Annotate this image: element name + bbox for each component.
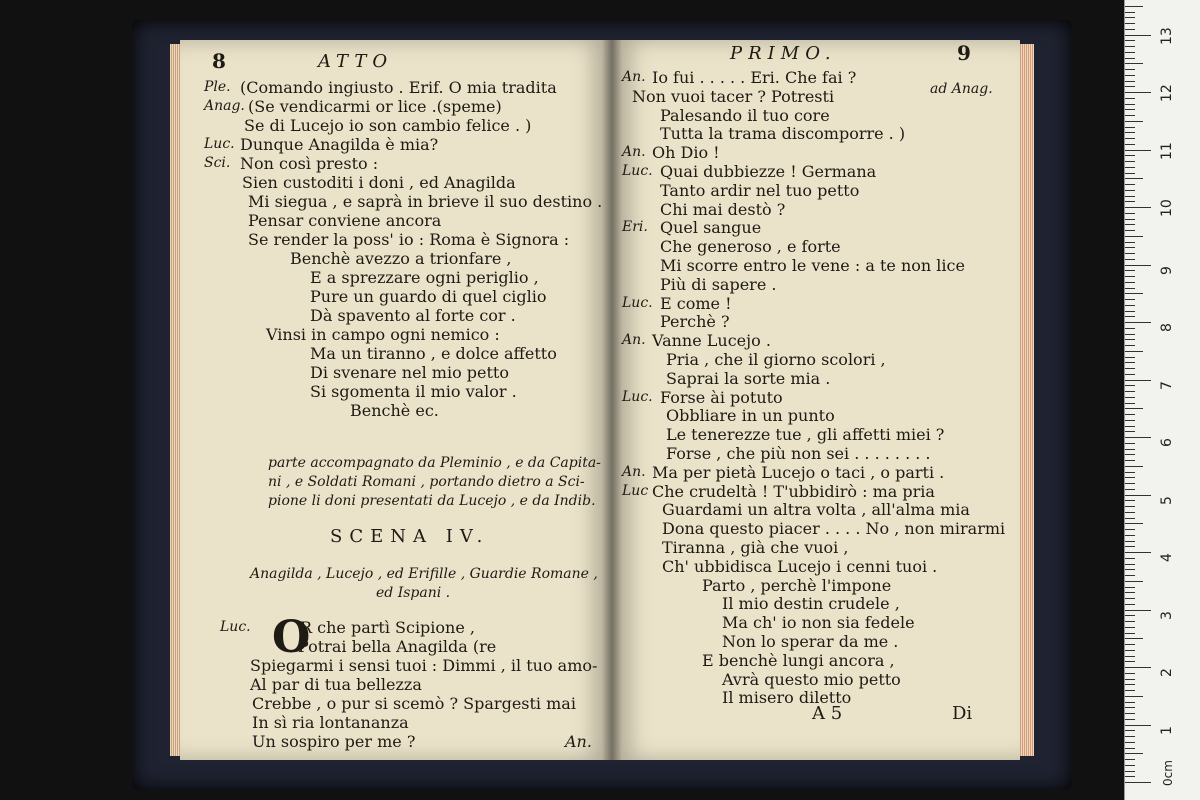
ruler-tick — [1125, 132, 1135, 133]
verse-line: Obbliare in un punto — [666, 406, 835, 426]
ruler-tick — [1125, 719, 1135, 720]
ruler-tick — [1125, 52, 1135, 53]
ruler-label: 4 — [1159, 553, 1175, 562]
ruler-tick — [1125, 115, 1135, 116]
ruler-tick — [1125, 23, 1135, 24]
stage-direction-line: pione li doni presentati da Lucejo , e da Indib. — [268, 493, 596, 509]
ruler-tick — [1125, 219, 1135, 220]
ruler-tick — [1125, 581, 1143, 582]
verse-line: Vinsi in campo ogni nemico : — [266, 325, 500, 344]
ruler-tick — [1125, 144, 1135, 145]
verse-line: Mi scorre entro le vene : a te non lice — [660, 256, 965, 275]
verse-line: Crebbe , o pur si scemò ? Spargesti mai — [252, 694, 576, 713]
ruler-tick — [1125, 288, 1135, 289]
ruler-label: 7 — [1159, 380, 1175, 390]
ruler-tick — [1125, 121, 1143, 122]
ruler-tick — [1125, 512, 1135, 513]
ruler-tick — [1125, 523, 1143, 524]
verse-line: Più di sapere . — [660, 274, 777, 294]
ruler-tick — [1125, 6, 1143, 7]
right-page — [612, 40, 1020, 760]
ruler-tick — [1125, 431, 1135, 432]
ruler-tick — [1125, 29, 1135, 30]
speaker-label: Sci. — [204, 155, 231, 171]
ruler-tick — [1125, 466, 1143, 467]
ruler-tick — [1125, 259, 1135, 260]
ruler-tick — [1125, 362, 1135, 363]
ruler-tick — [1125, 535, 1135, 536]
verse-line: Oh Dio ! — [652, 143, 720, 163]
ruler-tick — [1125, 736, 1135, 737]
speaker-label: Eri. — [622, 219, 648, 236]
ruler-tick — [1125, 46, 1135, 47]
ruler-tick — [1125, 155, 1135, 156]
ruler-tick — [1125, 753, 1143, 754]
ruler-tick — [1125, 190, 1135, 191]
ruler-tick — [1125, 575, 1135, 576]
ruler-tick — [1125, 661, 1135, 662]
ruler-tick — [1125, 81, 1135, 82]
verse-line: Quel sangue — [660, 218, 762, 238]
ruler-label: 1 — [1159, 725, 1175, 735]
verse-line: R che partì Scipione , — [300, 618, 475, 637]
verse-line: E come ! — [660, 293, 732, 313]
ruler-unit: 0cm — [1161, 760, 1175, 786]
ruler-tick — [1125, 178, 1143, 179]
ruler-tick — [1125, 541, 1135, 542]
verse-line: Benchè avezzo a trionfare , — [290, 249, 512, 268]
ruler-tick — [1125, 334, 1135, 335]
ruler-tick — [1125, 771, 1135, 772]
verse-line: Io fui . . . . . Eri. Che fai ? — [652, 68, 857, 87]
ruler-label: 11 — [1159, 141, 1175, 160]
ruler-tick — [1125, 489, 1135, 490]
ruler-tick — [1125, 426, 1135, 427]
verse-line: Tiranna , già che vuoi , — [662, 538, 849, 557]
verse-line: Dà spavento al forte cor . — [310, 306, 516, 325]
ruler-tick — [1125, 316, 1135, 317]
ruler-tick — [1125, 368, 1135, 369]
verse-line: Dona questo piacer . . . . No , non mirarmi — [662, 519, 1006, 539]
ruler-tick — [1125, 40, 1135, 41]
running-head-left: ATTO — [318, 51, 394, 72]
ruler-tick — [1125, 713, 1135, 714]
verse-line: Pensar conviene ancora — [248, 211, 442, 230]
ruler-tick — [1125, 627, 1135, 628]
verse-line: Se render la poss' io : Roma è Signora : — [248, 230, 570, 249]
ruler-tick — [1125, 782, 1151, 783]
verse-line: In sì ria lontananza — [252, 713, 409, 732]
ruler-tick — [1125, 322, 1151, 323]
ruler-tick — [1125, 167, 1135, 168]
ruler-tick — [1125, 403, 1135, 404]
ruler-tick — [1125, 351, 1143, 352]
right-page-edges — [1020, 44, 1034, 756]
character-list: Anagilda , Lucejo , ed Erifille , Guardie Romane , — [250, 566, 598, 582]
verse-line: Un sospiro per me ? — [252, 732, 416, 751]
ruler-tick — [1125, 276, 1135, 277]
verse-line: Se di Lucejo io son cambio felice . ) — [244, 116, 532, 135]
ruler-tick — [1125, 196, 1135, 197]
character-list: ed Ispani . — [376, 585, 451, 601]
verse-line: Ma ch' io non sia fedele — [722, 613, 915, 633]
ruler-tick — [1125, 667, 1151, 668]
ruler-tick — [1125, 592, 1135, 593]
verse-line: Quai dubbiezze ! Germana — [660, 162, 877, 181]
ruler-label: 13 — [1159, 26, 1175, 45]
speaker-label: Luc. — [622, 163, 653, 179]
ruler-tick — [1125, 104, 1135, 105]
verse-line: Il misero diletto — [722, 688, 852, 708]
ruler-tick — [1125, 621, 1135, 622]
scene-title: SCENA IV. — [330, 526, 490, 547]
ruler-tick — [1125, 748, 1135, 749]
ruler-tick — [1125, 679, 1135, 680]
ruler-tick — [1125, 702, 1135, 703]
ruler-tick — [1125, 357, 1135, 358]
verse-line: Chi mai destò ? — [660, 199, 786, 219]
verse-line: Pria , che il giorno scolori , — [666, 350, 886, 369]
catchword-left: An. — [565, 732, 592, 751]
speaker-label: Luc. — [204, 136, 235, 152]
ruler-tick — [1125, 633, 1135, 634]
verse-line: Forse ài potuto — [660, 387, 783, 407]
ruler-tick — [1125, 472, 1135, 473]
ruler-tick — [1125, 224, 1135, 225]
ruler-tick — [1125, 17, 1135, 18]
verse-line: Potrai bella Anagilda (re — [298, 637, 497, 656]
ruler-tick — [1125, 454, 1135, 455]
verse-line: Pure un guardo di quel ciglio — [310, 287, 547, 306]
ruler-tick — [1125, 742, 1135, 743]
ruler-tick — [1125, 98, 1135, 99]
verse-line: Ma un tiranno , e dolce affetto — [310, 344, 557, 363]
ruler-tick — [1125, 380, 1151, 381]
ruler-tick — [1125, 776, 1135, 777]
ruler-tick — [1125, 638, 1143, 639]
ruler-label: 9 — [1159, 265, 1175, 275]
stage-direction-line: ni , e Soldati Romani , portando dietro a Sci- — [268, 474, 585, 490]
ruler-tick — [1125, 213, 1135, 214]
measuring-ruler — [1124, 0, 1200, 800]
verse-line: E a sprezzare ogni periglio , — [310, 268, 539, 287]
ruler-tick — [1125, 414, 1135, 415]
ruler-tick — [1125, 138, 1135, 139]
ruler-tick — [1125, 58, 1135, 59]
verse-line: Guardami un altra volta , all'alma mia — [662, 500, 970, 520]
ruler-tick — [1125, 552, 1151, 553]
ruler-tick — [1125, 610, 1151, 611]
left-page — [180, 40, 612, 760]
ruler-tick — [1125, 293, 1143, 294]
ruler-tick — [1125, 650, 1135, 651]
ruler-tick — [1125, 391, 1135, 392]
ruler-tick — [1125, 690, 1135, 691]
ruler-tick — [1125, 184, 1135, 185]
verse-line: Le tenerezze tue , gli affetti miei ? — [666, 425, 945, 445]
verse-line: E benchè lungi ancora , — [702, 650, 895, 670]
verse-line: Tutta la trama discomporre . ) — [660, 124, 906, 144]
ruler-tick — [1125, 127, 1135, 128]
verse-line: Parto , perchè l'impone — [702, 575, 892, 595]
ruler-tick — [1125, 236, 1143, 237]
ruler-tick — [1125, 615, 1135, 616]
page-number-left: 8 — [212, 49, 226, 73]
running-head-right: PRIMO. — [730, 43, 837, 64]
ruler-label: 5 — [1159, 495, 1175, 505]
verse-line: Non così presto : — [240, 154, 379, 173]
ruler-tick — [1125, 173, 1135, 174]
ruler-tick — [1125, 12, 1135, 13]
stage-direction-line: parte accompagnato da Pleminio , e da Capita- — [268, 455, 601, 471]
verse-line: Vanne Lucejo . — [652, 331, 771, 351]
ruler-tick — [1125, 201, 1135, 202]
ruler-tick — [1125, 385, 1135, 386]
speaker-label: Anag. — [204, 98, 245, 114]
ruler-tick — [1125, 247, 1135, 248]
signature-mark: A 5 — [812, 703, 843, 724]
ruler-tick — [1125, 443, 1135, 444]
ruler-tick — [1125, 69, 1135, 70]
ruler-tick — [1125, 656, 1135, 657]
ruler-tick — [1125, 63, 1143, 64]
verse-line: Avrà questo mio petto — [722, 669, 901, 689]
ruler-tick — [1125, 546, 1135, 547]
ruler-tick — [1125, 420, 1135, 421]
ruler-tick — [1125, 150, 1151, 151]
ruler-tick — [1125, 207, 1151, 208]
ruler-tick — [1125, 408, 1143, 409]
ruler-label: 8 — [1159, 323, 1175, 332]
ruler-tick — [1125, 282, 1135, 283]
ruler-tick — [1125, 339, 1135, 340]
ruler-tick — [1125, 265, 1151, 266]
ruler-tick — [1125, 311, 1135, 312]
drop-cap: O — [272, 612, 311, 663]
ruler-tick — [1125, 109, 1135, 110]
ruler-tick — [1125, 529, 1135, 530]
ruler-tick — [1125, 437, 1151, 438]
ruler-label: 2 — [1159, 668, 1175, 677]
ruler-tick — [1125, 587, 1135, 588]
book-gutter — [602, 40, 622, 760]
ruler-tick — [1125, 449, 1135, 450]
verse-line: Benchè ec. — [350, 401, 439, 420]
ruler-tick — [1125, 506, 1135, 507]
ruler-label: 3 — [1159, 610, 1175, 620]
verse-line: Sien custoditi i doni , ed Anagilda — [242, 173, 516, 192]
verse-line: (Se vendicarmi or lice .(speme) — [248, 97, 502, 116]
ruler-tick — [1125, 483, 1135, 484]
ruler-tick — [1125, 75, 1135, 76]
ruler-label: 6 — [1159, 438, 1175, 447]
ruler-tick — [1125, 518, 1135, 519]
ruler-tick — [1125, 707, 1135, 708]
verse-line: Perchè ? — [660, 312, 730, 332]
verse-line: (Comando ingiusto . Erif. O mia tradita — [240, 78, 557, 97]
verse-line: Non lo sperar da me . — [722, 632, 899, 651]
verse-line: Saprai la sorte mia . — [666, 368, 831, 388]
verse-line: Che crudeltà ! T'ubbidirò : ma pria — [652, 481, 935, 501]
verse-line: Al par di tua bellezza — [250, 675, 422, 694]
verse-line: Spiegarmi i sensi tuoi : Dimmi , il tuo amo- — [250, 656, 598, 675]
ruler-tick — [1125, 345, 1135, 346]
ruler-tick — [1125, 397, 1135, 398]
ruler-tick — [1125, 765, 1135, 766]
ruler-tick — [1125, 253, 1135, 254]
verse-line: Il mio destin crudele , — [722, 594, 900, 614]
ruler-tick — [1125, 328, 1135, 329]
ruler-tick — [1125, 598, 1135, 599]
ruler-tick — [1125, 564, 1135, 565]
verse-line: Dunque Anagilda è mia? — [240, 135, 439, 154]
ruler-tick — [1125, 230, 1135, 231]
ruler-tick — [1125, 644, 1135, 645]
verse-line: Forse , che più non sei . . . . . . . . — [666, 444, 931, 463]
ruler-tick — [1125, 86, 1135, 87]
speaker-label: An. — [622, 332, 646, 349]
verse-line: Di svenare nel mio petto — [310, 363, 509, 382]
ruler-label: 12 — [1159, 84, 1175, 102]
verse-line: Palesando il tuo core — [660, 105, 830, 125]
ruler-tick — [1125, 270, 1135, 271]
speaker-label: An. — [622, 144, 646, 161]
page-number-right: 9 — [957, 41, 971, 65]
ruler-tick — [1125, 696, 1143, 697]
verse-line: Ch' ubbidisca Lucejo i cenni tuoi . — [662, 556, 938, 576]
ruler-tick — [1125, 460, 1135, 461]
verse-line: Ma per pietà Lucejo o taci , o parti . — [652, 462, 945, 482]
verse-line: Mi siegua , e saprà in brieve il suo destino . — [248, 192, 603, 211]
catchword-right: Di — [952, 703, 973, 724]
speaker-label: Luc. — [622, 294, 653, 311]
speaker-label: Luc. — [622, 388, 653, 405]
speaker-label: An. — [622, 463, 646, 480]
ruler-tick — [1125, 299, 1135, 300]
ruler-tick — [1125, 673, 1135, 674]
ruler-tick — [1125, 604, 1135, 605]
ruler-tick — [1125, 305, 1135, 306]
ruler-tick — [1125, 558, 1135, 559]
ruler-tick — [1125, 477, 1135, 478]
ruler-tick — [1125, 92, 1151, 93]
ruler-tick — [1125, 759, 1135, 760]
verse-line: Non vuoi tacer ? Potresti — [632, 86, 835, 106]
verse-line: Che generoso , e forte — [660, 237, 841, 257]
speaker-label: An. — [622, 69, 646, 85]
speaker-label: Luc — [622, 482, 649, 499]
speaker-label: Ple. — [204, 79, 231, 95]
ruler-tick — [1125, 725, 1151, 726]
ruler-tick — [1125, 569, 1135, 570]
verse-line: Tanto ardir nel tuo petto — [660, 180, 860, 200]
ruler-tick — [1125, 35, 1151, 36]
ruler-tick — [1125, 161, 1135, 162]
side-note: ad Anag. — [930, 81, 993, 97]
ruler-label: 10 — [1159, 199, 1175, 217]
ruler-tick — [1125, 500, 1135, 501]
ruler-tick — [1125, 730, 1135, 731]
verse-line: Si sgomenta il mio valor . — [310, 382, 517, 401]
ruler-tick — [1125, 684, 1135, 685]
ruler-tick — [1125, 242, 1135, 243]
ruler-tick — [1125, 374, 1135, 375]
ruler-tick — [1125, 495, 1151, 496]
speaker-label: Luc. — [220, 619, 251, 635]
